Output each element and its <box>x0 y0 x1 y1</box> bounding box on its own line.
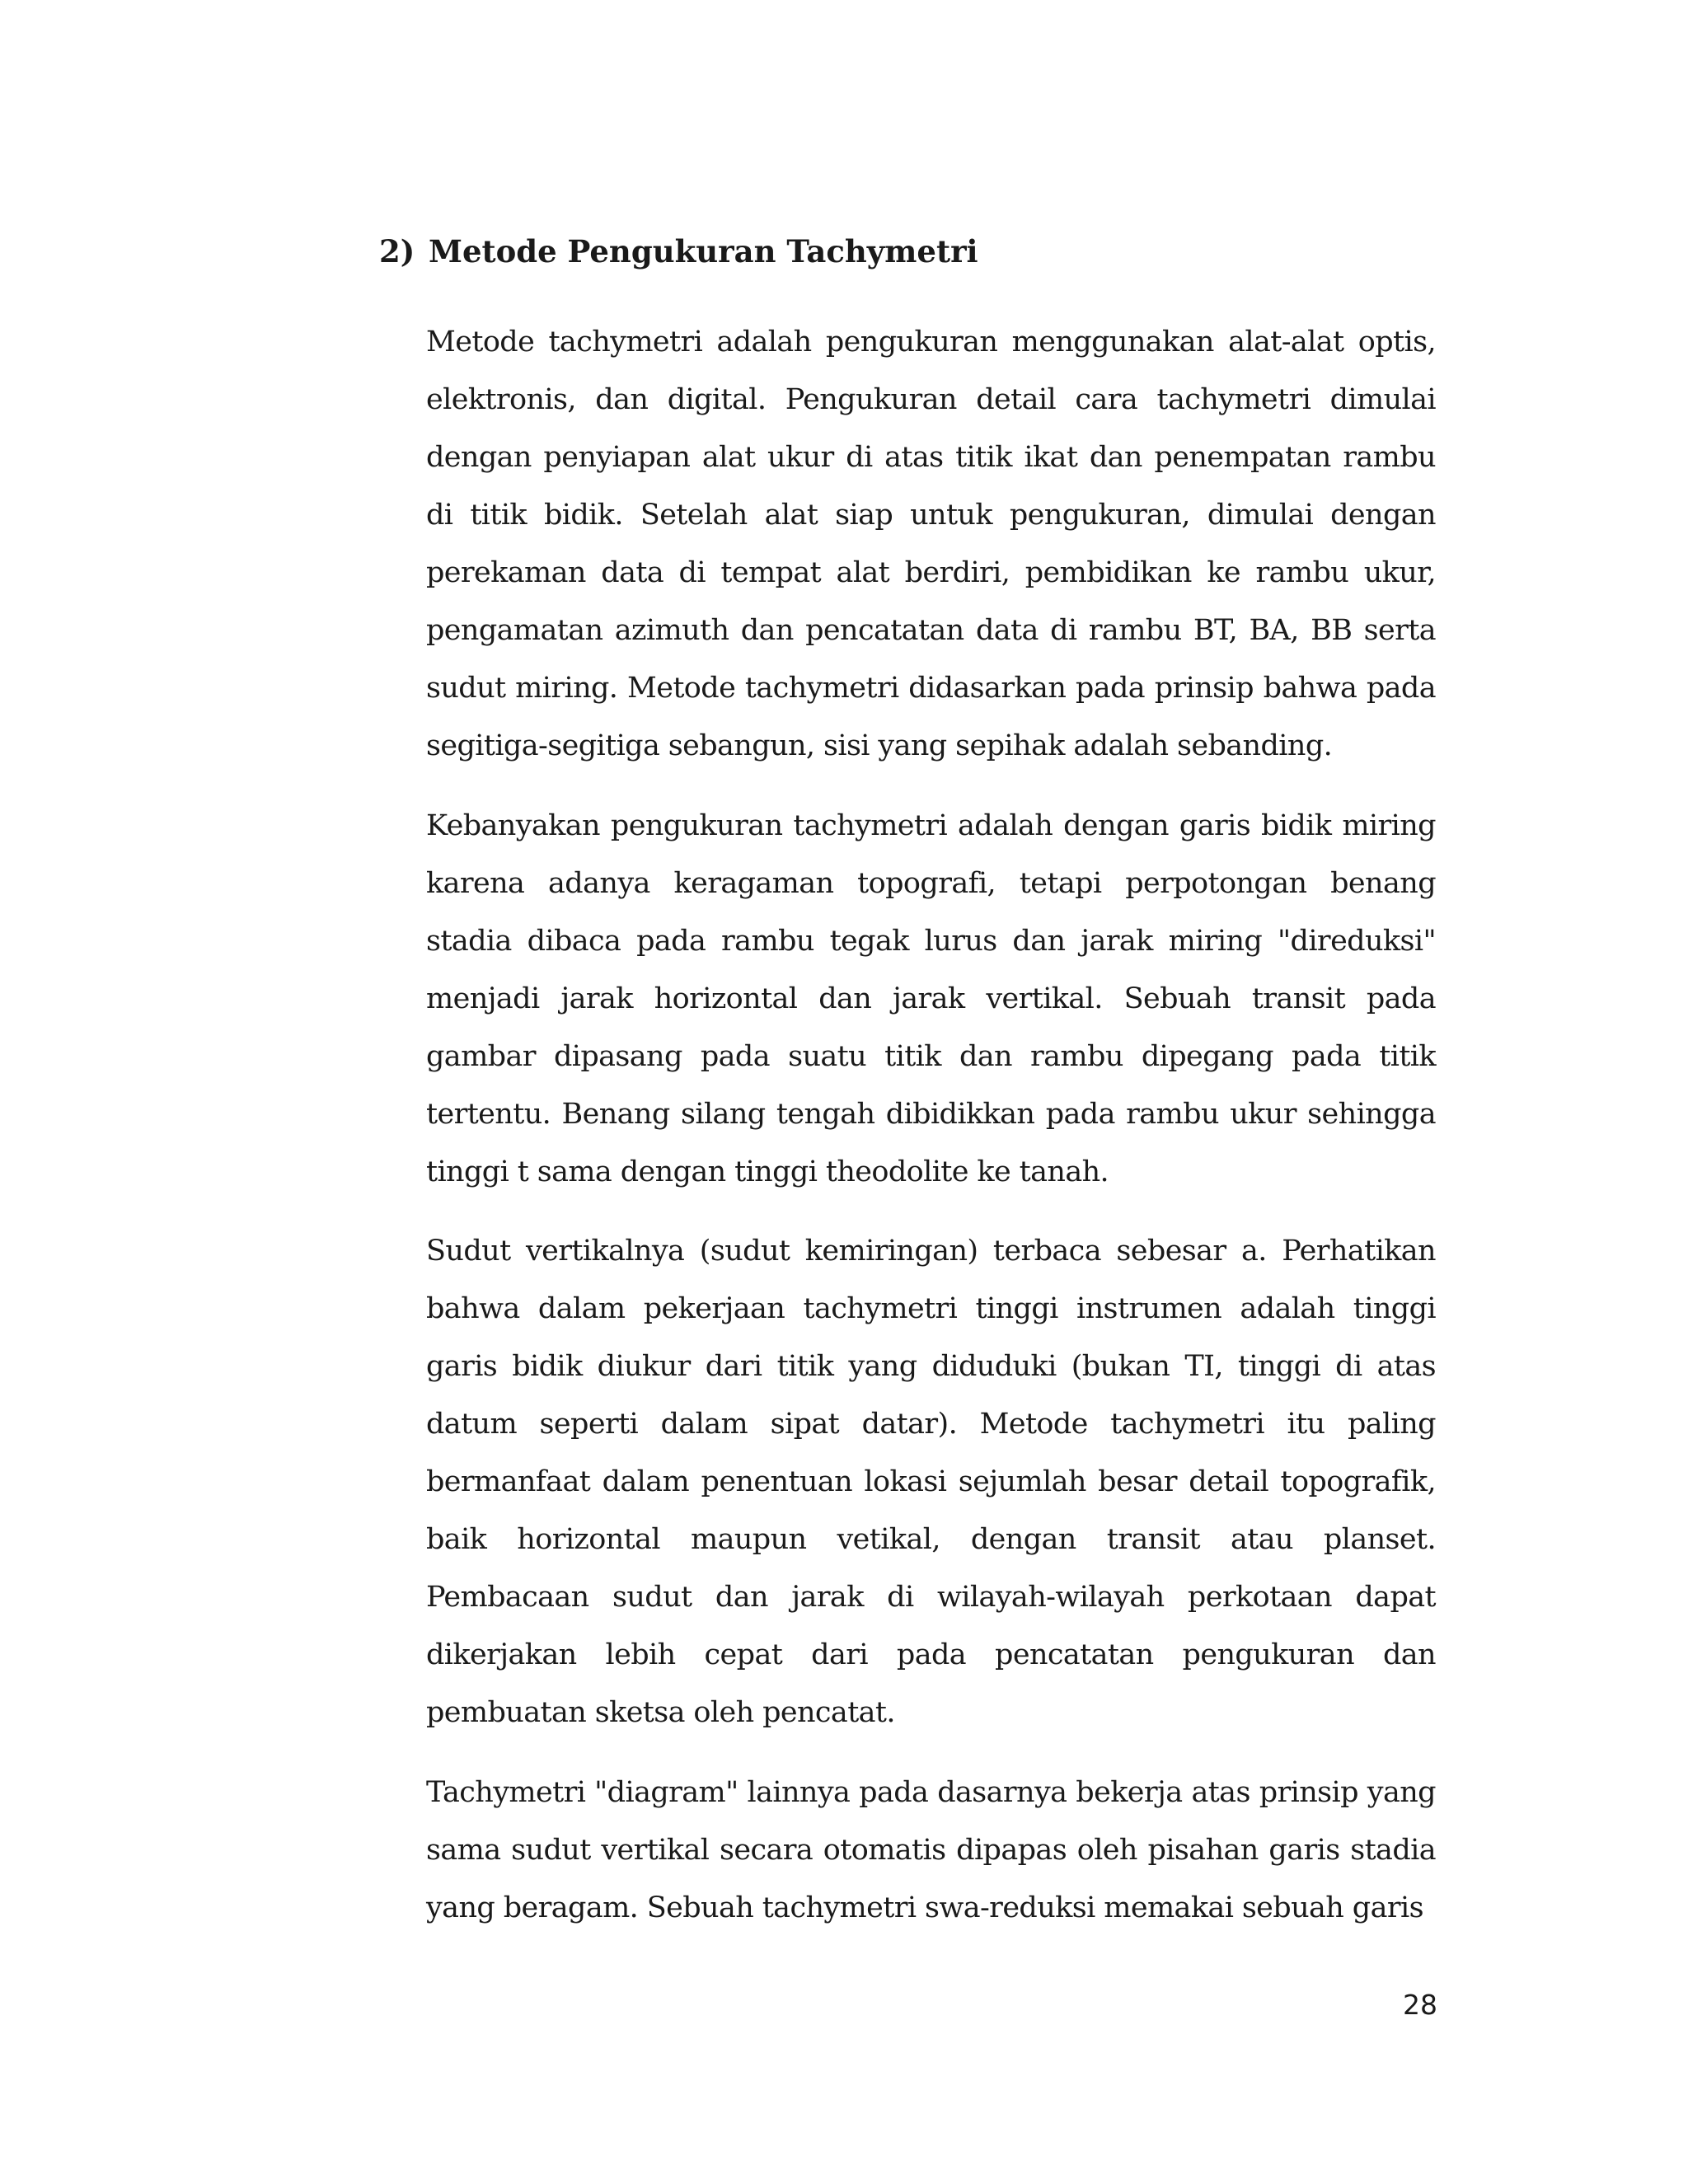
paragraph-3: Sudut vertikalnya (sudut kemiringan) terbaca sebesar a. Perhatikan bahwa dalam pekerjaan tachymetri tinggi instrumen adalah tinggi garis bidik diukur dari titik yang diduduki (bukan TI, tinggi di atas datum seperti dalam sipat datar). Metode tachymetri itu paling bermanfaat dalam penentuan lokasi sejumlah besar detail topografik, baik horizontal maupun vetikal, dengan transit atau planset. Pembacaan sudut dan jarak di wilayah-wilayah perkotaan dapat dikerjakan lebih cepat dari pada pencatatan pengukuran dan pembuatan sketsa oleh pencatat. <box>426 1235 1436 1729</box>
paragraph-2: Kebanyakan pengukuran tachymetri adalah dengan garis bidik miring karena adanya keragaman topografi, tetapi perpotongan benang stadia dibaca pada rambu tegak lurus dan jarak miring "direduksi" menjadi jarak horizontal dan jarak vertikal. Sebuah transit pada gambar dipasang pada suatu titik dan rambu dipegang pada titik tertentu. Benang silang tengah dibidikkan pada rambu ukur sehingga tinggi t sama dengan tinggi theodolite ke tanah. <box>426 809 1436 1188</box>
paragraph-4: Tachymetri "diagram" lainnya pada dasarnya bekerja atas prinsip yang sama sudut vertikal secara otomatis dipapas oleh pisahan garis stadia yang beragam. Sebuah tachymetri swa-reduksi memakai sebuah garis <box>426 1776 1436 1924</box>
section-heading <box>379 229 1451 274</box>
page-number: 28 <box>1403 1989 1437 2021</box>
section-title: Metode Pengukuran Tachymetri <box>429 233 978 269</box>
paragraph-1: Metode tachymetri adalah pengukuran menggunakan alat-alat optis, elektronis, dan digital. Pengukuran detail cara tachymetri dimulai dengan penyiapan alat ukur di atas titik ikat dan penempatan rambu di titik bidik. Setelah alat siap untuk pengukuran, dimulai dengan perekaman data di tempat alat berdiri, pembidikan ke rambu ukur, pengamatan azimuth dan pencatatan data di rambu BT, BA, BB serta sudut miring. Metode tachymetri didasarkan pada prinsip bahwa pada segitiga-segitiga sebangun, sisi yang sepihak adalah sebanding. <box>426 326 1436 762</box>
section-number: 2) <box>379 233 415 269</box>
